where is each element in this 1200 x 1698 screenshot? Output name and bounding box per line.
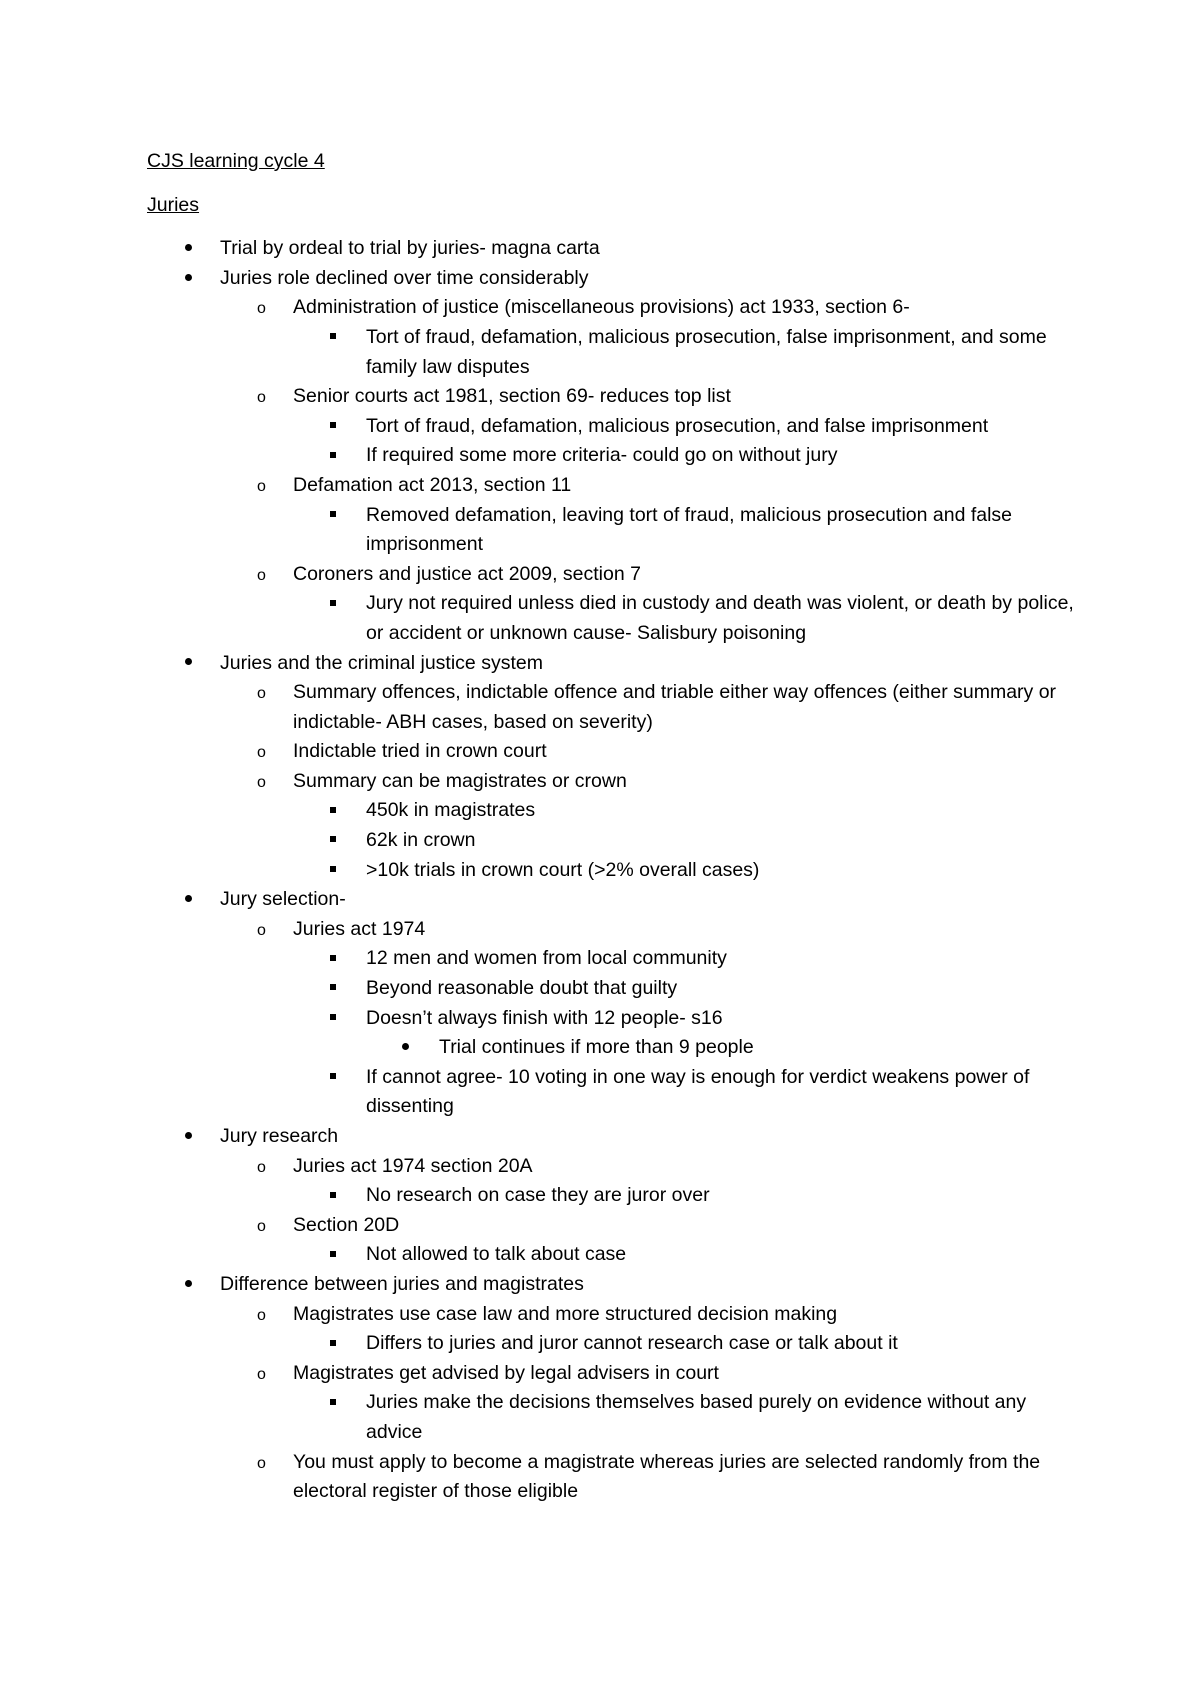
square-bullet-icon	[330, 1192, 336, 1198]
square-bullet-icon	[330, 866, 336, 872]
list-item-text: Removed defamation, leaving tort of fraud, malicious prosecution and false imprisonment	[366, 503, 1013, 556]
bullet-marker	[330, 856, 336, 886]
circle-bullet-icon: o	[257, 1365, 266, 1383]
square-bullet-icon	[330, 333, 336, 339]
bullet-marker	[330, 1181, 336, 1211]
list-item	[147, 1004, 1087, 1034]
list-item	[147, 944, 1087, 974]
list-item-text: Beyond reasonable doubt that guilty	[366, 977, 678, 1000]
circle-bullet-icon: o	[257, 1217, 266, 1235]
square-bullet-icon	[330, 452, 336, 458]
list-item-text: Senior courts act 1981, section 69- reduces top list	[293, 385, 731, 408]
circle-bullet-icon: o	[257, 921, 266, 939]
list-item	[147, 1063, 1087, 1122]
circle-bullet-icon: o	[257, 389, 266, 407]
disc-bullet-icon	[185, 895, 192, 902]
circle-bullet-icon: o	[257, 744, 266, 762]
list-item	[147, 796, 1087, 826]
bullet-outline	[147, 234, 1087, 1507]
list-item-text: No research on case they are juror over	[366, 1184, 710, 1207]
list-item	[147, 826, 1087, 856]
disc-bullet-icon	[185, 274, 192, 281]
list-item-text: Trial continues if more than 9 people	[439, 1036, 754, 1059]
list-item	[147, 1240, 1087, 1270]
list-item-text: Tort of fraud, defamation, malicious prosecution, and false imprisonment	[366, 414, 989, 437]
list-item-text: 62k in crown	[366, 829, 476, 852]
bullet-marker	[330, 589, 336, 619]
section-heading: Juries	[147, 193, 200, 216]
bullet-marker	[330, 1329, 336, 1359]
document-content	[147, 147, 1087, 1507]
list-item	[147, 885, 1087, 915]
list-item	[147, 234, 1087, 264]
bullet-marker	[330, 441, 336, 471]
disc-bullet-icon	[185, 1132, 192, 1139]
list-item-text: Juries act 1974	[293, 917, 426, 940]
bullet-marker	[257, 293, 266, 324]
bullet-marker	[257, 1211, 266, 1242]
list-item-text: Trial by ordeal to trial by juries- magna carta	[220, 237, 600, 260]
bullet-marker	[330, 412, 336, 442]
list-item	[147, 1448, 1087, 1507]
circle-bullet-icon: o	[257, 477, 266, 495]
disc-bullet-icon	[185, 1280, 192, 1287]
bullet-marker	[257, 915, 266, 946]
list-item	[147, 915, 1087, 945]
bullet-marker	[330, 323, 336, 353]
list-item-text: Juries role declined over time considerably	[220, 266, 589, 289]
list-item-text: Not allowed to talk about case	[366, 1243, 627, 1266]
bullet-marker	[257, 1359, 266, 1390]
list-item-text: Indictable tried in crown court	[293, 740, 547, 763]
square-bullet-icon	[330, 955, 336, 961]
bullet-marker	[330, 974, 336, 1004]
list-item	[147, 1211, 1087, 1241]
list-item-text: You must apply to become a magistrate whereas juries are selected randomly from the electoral register of those eligible	[293, 1450, 1041, 1503]
square-bullet-icon	[330, 600, 336, 606]
list-item-text: Section 20D	[293, 1213, 400, 1236]
list-item-text: Administration of justice (miscellaneous provisions) act 1933, section 6-	[293, 296, 910, 319]
square-bullet-icon	[330, 422, 336, 428]
circle-bullet-icon: o	[257, 773, 266, 791]
bullet-marker	[257, 1448, 266, 1479]
list-item-text: Jury not required unless died in custody and death was violent, or death by police, or accident or unknown cause- Salisbury poisoning	[366, 592, 1074, 644]
list-item-text: Juries act 1974 section 20A	[293, 1154, 533, 1177]
bullet-marker	[330, 501, 336, 531]
circle-bullet-icon: o	[257, 300, 266, 318]
list-item	[147, 560, 1087, 590]
list-item	[147, 293, 1087, 323]
bullet-marker	[330, 796, 336, 826]
list-item-text: Summary can be magistrates or crown	[293, 769, 627, 792]
list-item-text: 450k in magistrates	[366, 799, 536, 822]
circle-bullet-icon: o	[257, 685, 266, 703]
list-item-text: Doesn’t always finish with 12 people- s16	[366, 1006, 723, 1029]
bullet-marker	[402, 1033, 409, 1063]
list-item	[147, 1181, 1087, 1211]
list-item-text: Difference between juries and magistrates	[220, 1272, 584, 1295]
list-item	[147, 1329, 1087, 1359]
bullet-marker	[185, 1122, 192, 1152]
list-item	[147, 1388, 1087, 1447]
list-item-text: Magistrates get advised by legal advisers in court	[293, 1361, 719, 1384]
bullet-marker	[330, 1063, 336, 1093]
bullet-marker	[185, 885, 192, 915]
list-item-text: If cannot agree- 10 voting in one way is enough for verdict weakens power of dissenting	[366, 1065, 1030, 1118]
bullet-marker	[185, 234, 192, 264]
list-item	[147, 1270, 1087, 1300]
bullet-marker	[330, 944, 336, 974]
disc-bullet-icon	[185, 244, 192, 251]
list-item-text: Jury selection-	[220, 888, 346, 911]
square-bullet-icon	[330, 511, 336, 517]
list-item-text: Summary offences, indictable offence and triable either way offences (either summary or indictable- ABH cases, based on severity)	[293, 681, 1057, 733]
bullet-marker	[257, 1300, 266, 1331]
list-item-text: Differs to juries and juror cannot research case or talk about it	[366, 1332, 898, 1355]
bullet-marker	[257, 767, 266, 798]
list-item	[147, 1033, 1087, 1063]
square-bullet-icon	[330, 984, 336, 990]
list-item-text: If required some more criteria- could go on without jury	[366, 444, 838, 467]
list-item-text: Tort of fraud, defamation, malicious prosecution, false imprisonment, and some family law disputes	[366, 325, 1047, 378]
square-bullet-icon	[330, 1073, 336, 1079]
bullet-marker	[330, 826, 336, 856]
bullet-marker	[257, 678, 266, 709]
circle-bullet-icon: o	[257, 1158, 266, 1176]
list-item	[147, 1152, 1087, 1182]
list-item-text: 12 men and women from local community	[366, 947, 727, 970]
list-item-text: Juries and the criminal justice system	[220, 651, 543, 674]
square-bullet-icon	[330, 1251, 336, 1257]
list-item-text: >10k trials in crown court (>2% overall cases)	[366, 858, 760, 881]
list-item	[147, 1359, 1087, 1389]
list-item	[147, 856, 1087, 886]
bullet-marker	[185, 649, 192, 679]
list-item	[147, 501, 1087, 560]
list-item	[147, 382, 1087, 412]
list-item	[147, 649, 1087, 679]
bullet-marker	[257, 471, 266, 502]
circle-bullet-icon: o	[257, 1454, 266, 1472]
bullet-marker	[257, 1152, 266, 1183]
circle-bullet-icon: o	[257, 566, 266, 584]
bullet-marker	[185, 1270, 192, 1300]
bullet-marker	[185, 264, 192, 294]
bullet-marker	[257, 382, 266, 413]
list-item	[147, 767, 1087, 797]
square-bullet-icon	[330, 1399, 336, 1405]
square-bullet-icon	[330, 1340, 336, 1346]
list-item	[147, 264, 1087, 294]
bullet-marker	[330, 1240, 336, 1270]
bullet-marker	[257, 737, 266, 768]
square-bullet-icon	[330, 1014, 336, 1020]
document-title: CJS learning cycle 4	[147, 150, 325, 172]
square-bullet-icon	[330, 836, 336, 842]
list-item	[147, 441, 1087, 471]
disc-bullet-icon	[185, 658, 192, 665]
square-bullet-icon	[330, 807, 336, 813]
circle-bullet-icon: o	[257, 1306, 266, 1324]
bullet-marker	[257, 560, 266, 591]
list-item-text: Jury research	[220, 1125, 339, 1147]
bullet-marker	[330, 1388, 336, 1418]
list-item-text: Magistrates use case law and more structured decision making	[293, 1302, 838, 1325]
list-item	[147, 471, 1087, 501]
list-item	[147, 323, 1087, 382]
list-item	[147, 589, 1087, 648]
list-item-text: Juries make the decisions themselves based purely on evidence without any advice	[366, 1391, 1027, 1443]
list-item	[147, 412, 1087, 442]
list-item	[147, 1122, 1087, 1152]
list-item	[147, 974, 1087, 1004]
list-item	[147, 678, 1087, 737]
list-item	[147, 1300, 1087, 1330]
list-item-text: Coroners and justice act 2009, section 7	[293, 562, 641, 585]
list-item-text: Defamation act 2013, section 11	[293, 473, 572, 496]
list-item	[147, 737, 1087, 767]
bullet-marker	[330, 1004, 336, 1034]
disc-bullet-icon	[402, 1043, 409, 1050]
